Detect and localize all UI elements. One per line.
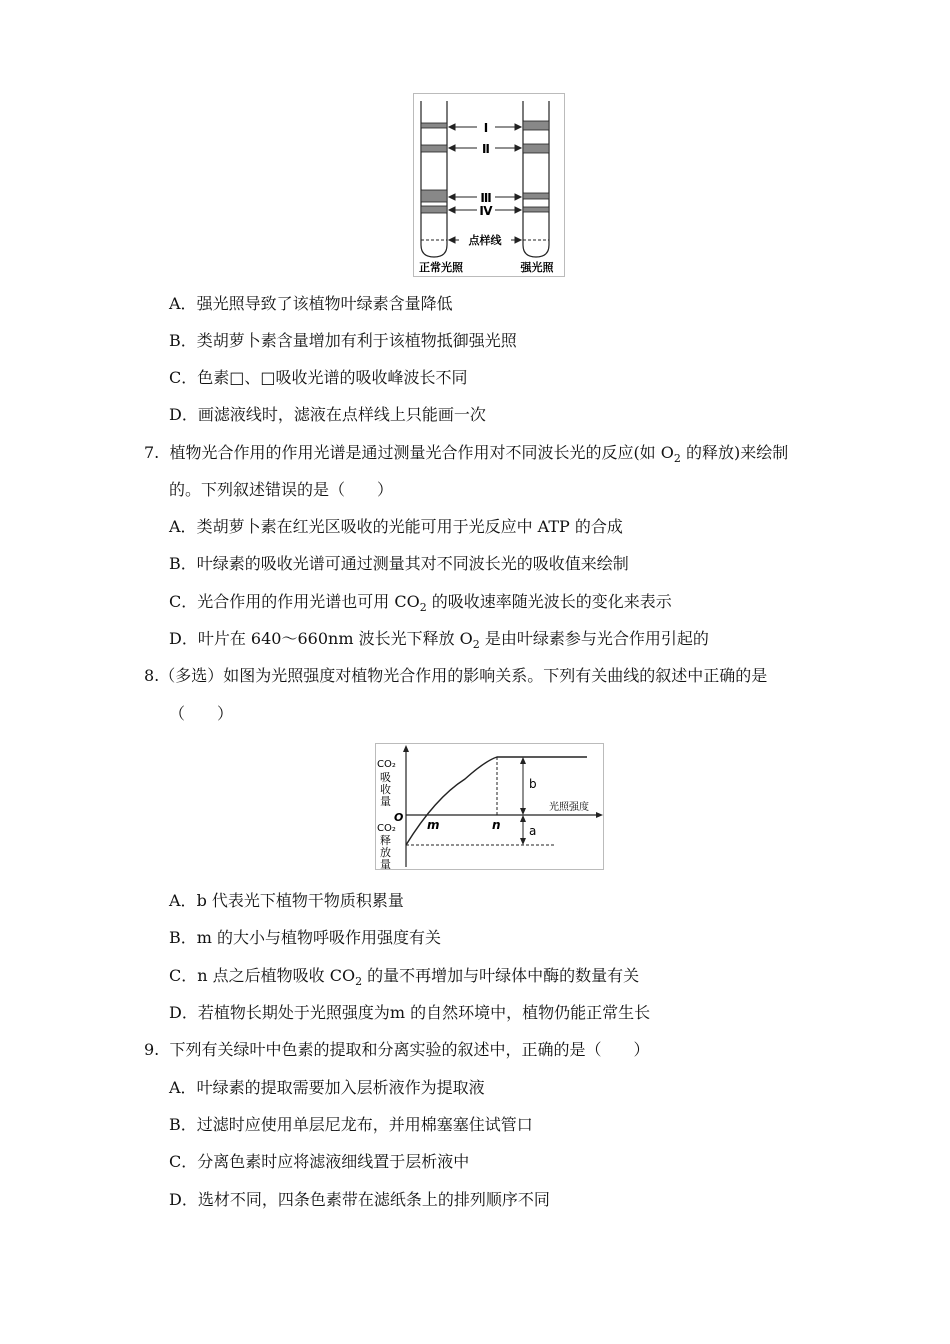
q8-stem-cont: （ ） [169,704,234,723]
label-b: b [529,777,537,791]
normal-light-caption: 正常光照 [419,261,463,274]
y-bottom-label-1: CO₂ [377,823,396,834]
q6-option-c: C．色素□、□吸收光谱的吸收峰波长不同 [169,368,468,387]
q8-option-d: D．若植物长期处于光照强度为m 的自然环境中，植物仍能正常生长 [169,1003,651,1022]
origin-label: O [394,811,404,824]
y-bottom-label-3: 放 [380,846,391,859]
y-top-label-4: 量 [380,795,391,808]
q9-stem: 9. 下列有关绿叶中色素的提取和分离实验的叙述中，正确的是（ ） [144,1040,650,1059]
y-bottom-label-2: 释 [380,834,391,847]
q9-option-b: B．过滤时应使用单层尼龙布，并用棉塞塞住试管口 [169,1115,533,1134]
label-a: a [529,824,537,838]
band-label-4: Ⅳ [479,204,493,218]
band-label-3: Ⅲ [480,191,492,205]
q8-option-a: A．b 代表光下植物干物质积累量 [169,891,404,910]
point-m-label: m [427,818,440,832]
q7-stem: 7. 植物光合作用的作用光谱是通过测量光合作用对不同波长光的反应(如 $O_2$ 的释放)来绘制 [144,443,789,465]
y-top-label-1: CO₂ [377,759,396,770]
q8-stem: 8.（多选）如图为光照强度对植物光合作用的影响关系。下列有关曲线的叙述中正确的是 [144,666,768,685]
q9-option-c: C．分离色素时应将滤液细线置于层析液中 [169,1152,470,1171]
q6-option-b: B．类胡萝卜素含量增加有利于该植物抵御强光照 [169,331,517,350]
band-label-1: Ⅰ [483,121,489,135]
y-top-label-2: 吸 [380,771,391,784]
q9-option-d: D．选材不同，四条色素带在滤纸条上的排列顺序不同 [169,1190,550,1209]
q7-option-b: B．叶绿素的吸收光谱可通过测量其对不同波长光的吸收值来绘制 [169,554,629,573]
strong-light-caption: 强光照 [520,261,554,274]
q7-number: 7. [144,443,160,462]
chromatography-figure [413,93,565,277]
q6-option-d: D．画滤液线时，滤液在点样线上只能画一次 [169,405,486,424]
q6-option-a: A．强光照导致了该植物叶绿素含量降低 [169,294,453,313]
band-label-2: Ⅱ [482,142,490,156]
q9-option-a: A．叶绿素的提取需要加入层析液作为提取液 [169,1078,485,1097]
q7-stem-cont: 的。下列叙述错误的是（ ） [169,480,394,499]
q8-option-c: C．n 点之后植物吸收 $CO_2$ 的量不再增加与叶绿体中酶的数量有关 [169,966,640,988]
light-intensity-graph [375,743,604,870]
q7-option-a: A．类胡萝卜素在红光区吸收的光能可用于光反应中 ATP 的合成 [169,517,623,536]
y-bottom-label-4: 量 [380,858,391,870]
point-n-label: n [492,818,501,832]
q8-option-b: B．m 的大小与植物呼吸作用强度有关 [169,928,442,947]
q8-number: 8. [144,666,160,685]
q7-option-d: D．叶片在 640～660nm 波长光下释放 $O_2$ 是由叶绿素参与光合作用引起的 [169,629,709,651]
origin-line-label: 点样线 [468,234,502,247]
q9-number: 9. [144,1040,160,1059]
y-top-label-3: 收 [380,783,391,796]
q7-option-c: C．光合作用的作用光谱也可用 $CO_2$ 的吸收速率随光波长的变化来表示 [169,592,672,614]
x-axis-label: 光照强度 [549,802,589,813]
